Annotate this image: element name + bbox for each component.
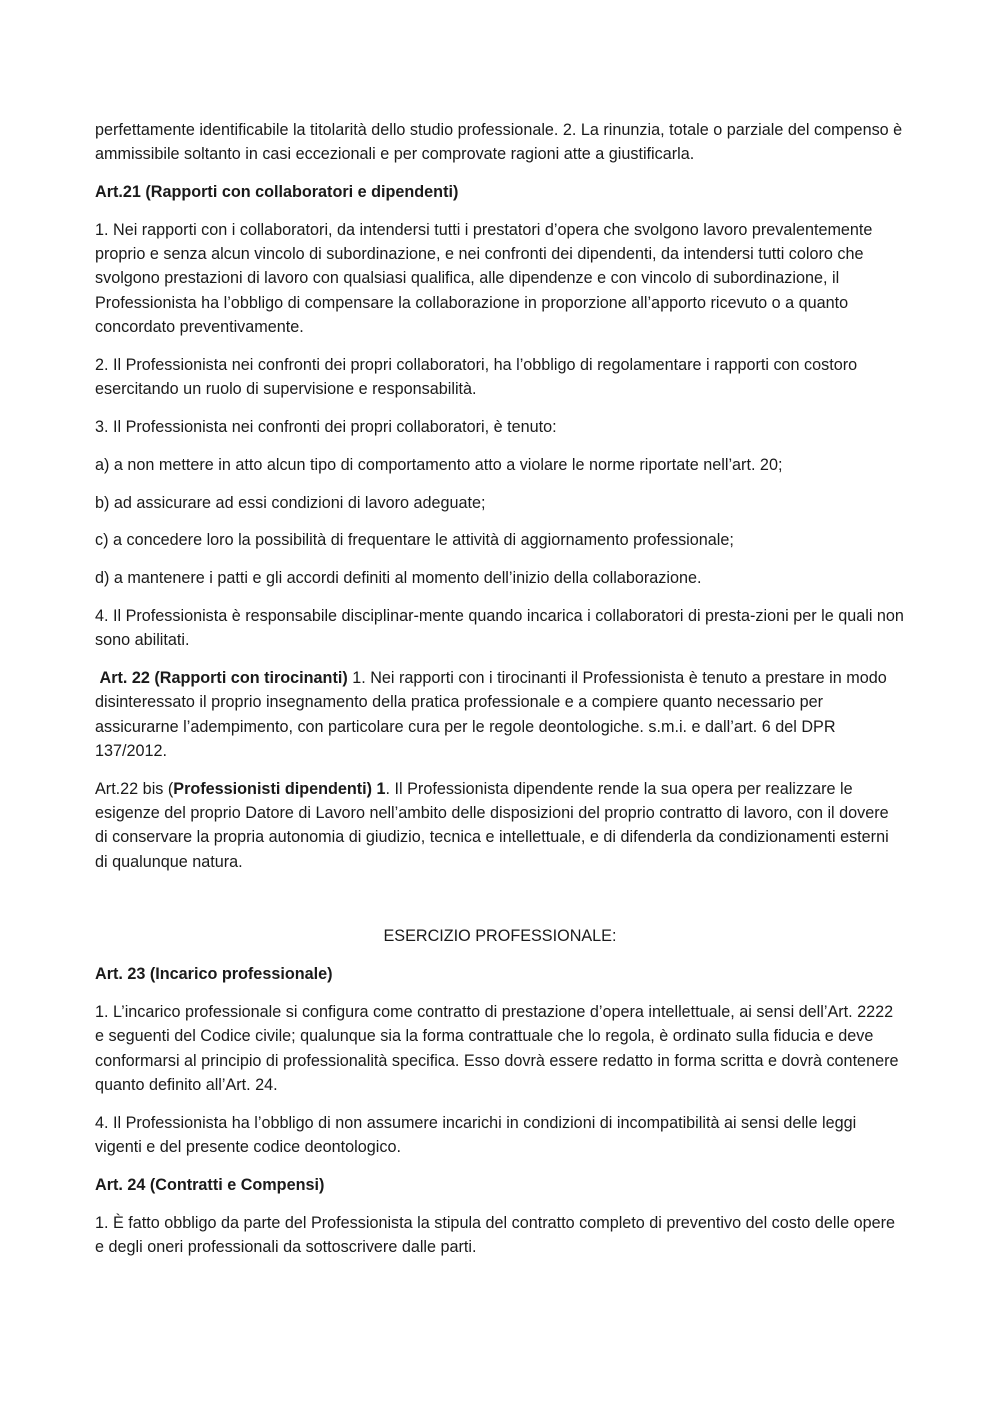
- art21-item-c: c) a concedere loro la possibilità di frequentare le attività di aggiornamento professionale;: [95, 531, 734, 550]
- art24-paragraph-1: 1. È fatto obbligo da parte del Professionista la stipula del contratto completo di preventivo del costo delle opere e degli oneri professionali da sottoscrivere dalle parti.: [95, 1213, 895, 1256]
- art21-item-d: d) a mantenere i patti e gli accordi definiti al momento dell’inizio della collaborazione.: [95, 569, 702, 588]
- art22bis-heading: Professionisti dipendenti) 1: [173, 779, 386, 798]
- art22bis-text: . Il Professionista dipendente rende la sua opera per realizzare le esigenze del proprio Datore di Lavoro nell’ambito delle disposizioni del proprio contratto di lavoro, con il dovere di conservare la propria autonomia di giudizio, tecnica e intellettuale, e di difenderla da condizionamenti esterni di qualunque natura.: [95, 779, 889, 871]
- art21-item-a: a) a non mettere in atto alcun tipo di comportamento atto a violare le norme riportate nell’art. 20;: [95, 455, 783, 474]
- intro-paragraph: perfettamente identificabile la titolarità dello studio professionale. 2. La rinunzia, totale o parziale del compenso è ammissibile soltanto in casi eccezionali e per comprovate ragioni atte a giustificarla.: [95, 121, 903, 164]
- art21-item-b: b) ad assicurare ad essi condizioni di lavoro adeguate;: [95, 493, 486, 512]
- art21-heading: Art.21 (Rapporti con collaboratori e dipendenti): [95, 183, 459, 202]
- section-title: ESERCIZIO PROFESSIONALE:: [383, 927, 617, 946]
- art23-paragraph-1: 1. L’incarico professionale si configura come contratto di prestazione d’opera intellettuale, ai sensi dell’Art. 2222 e seguenti del Codice civile; qualunque sia la forma contrattuale che lo regola, è ordinato sulla fiducia e deve conformarsi al principio di professionalità specifica. Esso dovrà essere redatto in forma scritta e dovrà contenere quanto definito all’Art. 24.: [95, 1003, 899, 1094]
- art21-paragraph-3: 3. Il Professionista nei confronti dei propri collaboratori, è tenuto:: [95, 417, 557, 436]
- art22bis-paragraph: [95, 777, 905, 874]
- art21-paragraph-4: 4. Il Professionista è responsabile disciplinar-mente quando incarica i collaboratori di presta-zioni per le quali non sono abilitati.: [95, 606, 904, 650]
- section-spacer: [95, 887, 905, 924]
- art23-heading: Art. 23 (Incarico professionale): [95, 965, 333, 984]
- art24-heading: Art. 24 (Contratti e Compensi): [95, 1175, 325, 1194]
- document-page: [95, 118, 905, 1273]
- art23-paragraph-4: 4. Il Professionista ha l’obbligo di non assumere incarichi in condizioni di incompatibilità ai sensi delle leggi vigenti e del presente codice deontologico.: [95, 1113, 857, 1156]
- art22-text: 1. Nei rapporti con i tirocinanti il Professionista è tenuto a prestare in modo disinteressato il proprio insegnamento della pratica professionale e a compiere quanto necessario per assicurarne l’adempimento, con particolare cura per le regole deontologiche. s.m.i. e dall’art. 6 del DPR 137/2012.: [95, 669, 887, 760]
- art21-paragraph-1: 1. Nei rapporti con i collaboratori, da intendersi tutti i prestatori d’opera che svolgono lavoro prevalentemente proprio e senza alcun vincolo di subordinazione, e nei confronti dei dipendenti, da intendersi tutti coloro che svolgono prestazioni di lavoro con qualsiasi qualifica, alle dipendenze e con vincolo di subordinazione, il Professionista ha l’obbligo di compensare la collaborazione in proporzione all’apporto ricevuto o a quanto concordato preventivamente.: [95, 220, 873, 337]
- art22bis-prefix: Art.22 bis (: [95, 779, 174, 798]
- art22-paragraph: [95, 666, 905, 763]
- art21-paragraph-2: 2. Il Professionista nei confronti dei propri collaboratori, ha l’obbligo di regolamentare i rapporti con costoro esercitando un ruolo di supervisione e responsabilità.: [95, 355, 858, 399]
- art22-heading: Art. 22 (Rapporti con tirocinanti): [99, 669, 348, 688]
